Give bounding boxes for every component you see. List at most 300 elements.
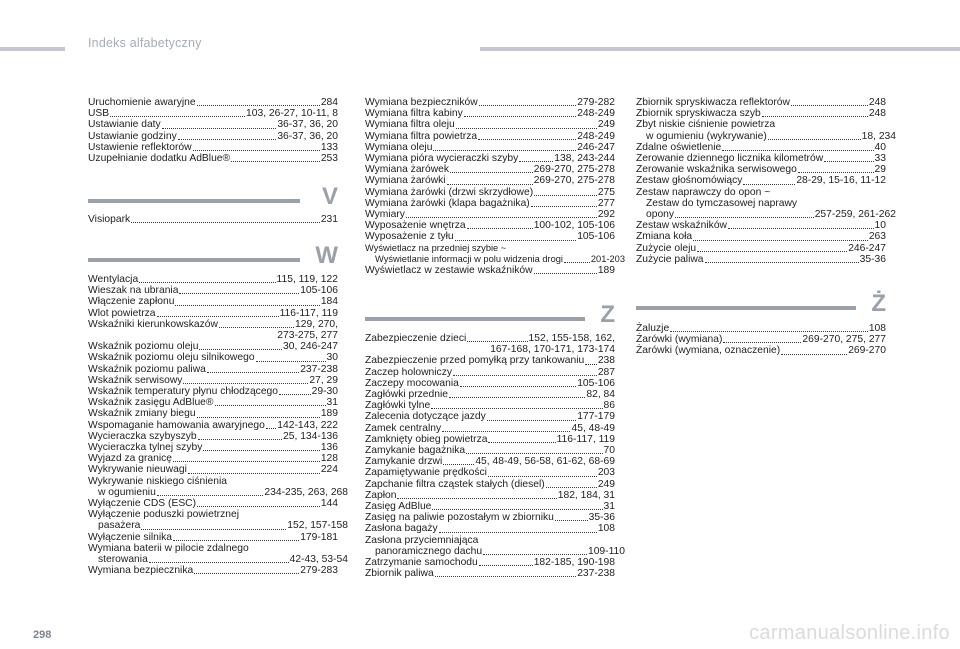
index-entry bbox=[88, 341, 338, 352]
dot-leader bbox=[199, 349, 282, 350]
entry-line bbox=[88, 319, 338, 330]
dot-leader bbox=[197, 105, 320, 106]
entry-pages: 224 bbox=[320, 464, 338, 476]
entry-pages: 29 bbox=[874, 164, 886, 176]
entry-pages: 128 bbox=[320, 453, 338, 465]
entry-label: Zamknięty obieg powietrza bbox=[365, 433, 488, 445]
dot-leader bbox=[723, 342, 801, 343]
index-entry bbox=[88, 285, 338, 296]
index-entry bbox=[88, 131, 338, 142]
dot-leader bbox=[488, 442, 555, 443]
entry-line bbox=[365, 378, 615, 389]
entry-label: Wymiana bezpieczników bbox=[365, 97, 478, 108]
entry-line bbox=[636, 334, 886, 345]
entry-pages: 177-179 bbox=[577, 411, 615, 423]
entry-pages: 201-203 bbox=[590, 253, 625, 264]
index-entry bbox=[88, 352, 338, 363]
dot-leader bbox=[256, 361, 326, 362]
index-entry bbox=[365, 479, 615, 490]
entry-label: Wymiana filtra oleju bbox=[365, 119, 455, 131]
dot-leader bbox=[219, 327, 294, 328]
dot-leader bbox=[215, 405, 326, 406]
entry-heading: Zasłona przyciemniająca bbox=[365, 534, 479, 546]
dot-leader bbox=[139, 282, 275, 283]
entry-line bbox=[365, 164, 615, 175]
dot-leader bbox=[768, 139, 861, 140]
entry-label: Wyposażenie wnętrza bbox=[365, 220, 466, 232]
entry-label: Zaczep holowniczy bbox=[365, 366, 452, 378]
index-entry bbox=[365, 411, 615, 422]
entry-label: Zestaw wskaźników bbox=[636, 220, 727, 232]
entry-pages: 29-30 bbox=[311, 386, 338, 398]
entry-line bbox=[88, 442, 338, 453]
index-entry bbox=[88, 214, 338, 225]
entry-line bbox=[365, 153, 615, 164]
dot-leader bbox=[449, 397, 585, 398]
letter-z: Z bbox=[600, 301, 615, 328]
entry-line bbox=[365, 411, 615, 422]
index-entry bbox=[88, 319, 338, 341]
entry-line bbox=[636, 164, 886, 175]
index-entry bbox=[636, 175, 886, 186]
entry-pages: 36-37, 36, 20 bbox=[277, 130, 338, 142]
entry-line bbox=[365, 456, 615, 467]
entry-line bbox=[88, 97, 338, 108]
entry-line bbox=[636, 231, 886, 242]
entry-label: Ustawianie godziny bbox=[88, 130, 177, 142]
entry-label: Wymiana żarówki bbox=[365, 175, 446, 187]
dot-leader bbox=[824, 161, 873, 162]
dot-leader bbox=[110, 116, 245, 117]
entry-line bbox=[88, 565, 338, 576]
entry-pages: 115, 119, 122 bbox=[276, 274, 338, 285]
entry-pages-continued: 273-275, 277 bbox=[277, 330, 338, 342]
entry-label: Wymiana pióra wycieraczki szyby bbox=[365, 153, 519, 165]
entry-line bbox=[636, 131, 896, 142]
entry-line bbox=[365, 108, 615, 119]
entry-label: Zamek centralny bbox=[365, 422, 442, 434]
dot-leader bbox=[439, 532, 597, 533]
index-entry bbox=[88, 375, 338, 386]
entry-label: Wlot powietrza bbox=[88, 307, 156, 319]
entry-label: Wentylacja bbox=[88, 274, 139, 285]
index-entry bbox=[636, 323, 886, 334]
index-entry bbox=[636, 220, 886, 231]
entry-label: Zestaw głośnomówiący bbox=[636, 175, 743, 187]
index-entry bbox=[365, 142, 615, 153]
entry-label: Zatrzymanie samochodu bbox=[365, 557, 478, 569]
entry-heading: Zestaw naprawczy do opon ~ bbox=[636, 186, 771, 198]
index-entry bbox=[88, 431, 338, 442]
entry-label: Wycieraczka tylnej szyby bbox=[88, 442, 203, 454]
index-entry bbox=[365, 220, 615, 231]
entry-pages: 33 bbox=[874, 153, 886, 165]
watermark: carmanualsonline.info bbox=[749, 622, 950, 644]
entry-line bbox=[365, 220, 615, 231]
index-entry bbox=[88, 296, 338, 307]
entry-pages: 152, 155-158, 162, bbox=[528, 333, 615, 344]
dot-leader bbox=[791, 105, 868, 106]
dot-leader bbox=[467, 228, 533, 229]
entry-line bbox=[365, 333, 615, 344]
section-title: Indeks alfabetyczny bbox=[88, 36, 202, 50]
dot-leader bbox=[406, 217, 597, 218]
entry-pages: 246-247 bbox=[848, 242, 886, 254]
entry-line bbox=[365, 523, 615, 534]
entry-label: Zasięg AdBlue bbox=[365, 501, 432, 513]
index-entry bbox=[365, 378, 615, 389]
entry-pages: 237-238 bbox=[300, 363, 338, 375]
entry-pages: 152, 157-158 bbox=[287, 520, 348, 532]
dot-leader bbox=[555, 520, 588, 521]
entry-pages: 31 bbox=[326, 397, 338, 409]
entry-line bbox=[365, 254, 625, 265]
dot-leader bbox=[467, 341, 527, 342]
entry-label: Zasłona bagaży bbox=[365, 523, 438, 535]
entry-line bbox=[365, 490, 615, 501]
index-entry bbox=[636, 345, 886, 356]
dot-leader bbox=[585, 364, 597, 365]
entry-line bbox=[88, 108, 338, 119]
entry-label: Zerowanie wskaźnika serwisowego bbox=[636, 164, 797, 176]
dot-leader bbox=[564, 262, 590, 263]
entry-label: Zapłon bbox=[365, 489, 397, 501]
entry-line bbox=[365, 512, 615, 523]
entry-heading: Wyświetlacz na przedniej szybie ~ bbox=[365, 242, 507, 253]
dot-leader bbox=[231, 161, 320, 162]
dot-leader bbox=[464, 116, 576, 117]
index-entry bbox=[636, 153, 886, 164]
entries-w bbox=[88, 274, 348, 577]
entry-label: Zbiornik paliwa bbox=[365, 568, 434, 580]
entries-u bbox=[88, 97, 338, 164]
index-entry bbox=[365, 333, 615, 355]
index-entry bbox=[88, 386, 338, 397]
entry-pages: 27, 29 bbox=[309, 374, 338, 386]
index-entry bbox=[365, 523, 615, 534]
index-entry bbox=[636, 243, 886, 254]
entry-heading: Wykrywanie niskiego ciśnienia bbox=[88, 475, 227, 487]
letter-heading-v bbox=[88, 183, 338, 211]
entry-line bbox=[365, 355, 615, 366]
entries-z bbox=[365, 333, 625, 580]
entry-pages: 269-270 bbox=[848, 345, 886, 357]
entry-line bbox=[88, 408, 338, 419]
index-entry bbox=[365, 97, 615, 108]
entry-label: Zużycie paliwa bbox=[636, 253, 704, 265]
entry-pages: 269-270, 275-278 bbox=[533, 175, 615, 187]
entry-label: Zaczepy mocowania bbox=[365, 377, 459, 389]
index-entry bbox=[365, 209, 615, 220]
entry-label: Zamykanie drzwi bbox=[365, 456, 443, 468]
entry-label: Wymiana bezpiecznika bbox=[88, 565, 194, 577]
entry-pages: 40 bbox=[874, 141, 886, 153]
index-entry bbox=[365, 434, 615, 445]
index-entry bbox=[88, 509, 348, 532]
entry-pages: 28-29, 15-16, 11-12 bbox=[796, 175, 886, 187]
entry-pages: 133 bbox=[320, 141, 338, 153]
index-entry bbox=[88, 498, 338, 509]
entry-line bbox=[88, 153, 338, 164]
entry-pages: 70 bbox=[603, 445, 615, 457]
index-entry bbox=[88, 274, 338, 285]
entry-label: Włączenie zapłonu bbox=[88, 296, 175, 308]
index-entry bbox=[636, 97, 886, 108]
index-entry bbox=[88, 142, 338, 153]
entry-pages: 35-36 bbox=[859, 253, 886, 265]
entry-line bbox=[88, 386, 338, 397]
entry-line bbox=[365, 209, 615, 220]
entry-line bbox=[365, 445, 615, 456]
index-entry bbox=[636, 334, 886, 345]
entry-pages: 182-185, 190-198 bbox=[533, 557, 615, 569]
entry-label: USB bbox=[88, 108, 110, 120]
index-entry bbox=[88, 364, 338, 375]
entry-pages: 18, 234 bbox=[861, 130, 896, 142]
entry-pages: 275 bbox=[597, 186, 615, 198]
header-rule-right bbox=[480, 47, 960, 51]
entry-line bbox=[88, 364, 338, 375]
dot-leader bbox=[131, 222, 320, 223]
entry-pages: 136 bbox=[320, 442, 338, 454]
entry-label: Wskaźnik serwisowy bbox=[88, 374, 183, 386]
entries-zz bbox=[636, 323, 886, 357]
entry-label: opony bbox=[646, 209, 675, 221]
entry-pages: 249 bbox=[597, 119, 615, 131]
index-entry bbox=[88, 397, 338, 408]
entry-pages: 246-247 bbox=[577, 141, 615, 153]
entry-label: Wskaźniki kierunkowskazów bbox=[88, 318, 218, 330]
entry-line bbox=[88, 487, 348, 498]
entry-line bbox=[365, 119, 615, 130]
entry-line bbox=[88, 352, 338, 363]
entry-label: Zasięg na paliwie pozostałym w zbiorniku bbox=[365, 512, 554, 524]
entry-line bbox=[88, 296, 338, 307]
entry-line bbox=[88, 308, 338, 319]
entry-line bbox=[88, 498, 338, 509]
dot-leader bbox=[531, 206, 597, 207]
entry-label: Żarówki (wymiana) bbox=[636, 334, 723, 346]
entry-pages: 116-117, 119 bbox=[556, 433, 615, 445]
dot-leader bbox=[179, 293, 299, 294]
index-entry bbox=[88, 442, 338, 453]
entry-line bbox=[365, 265, 615, 276]
dot-leader bbox=[705, 262, 859, 263]
entry-pages: 287 bbox=[597, 366, 615, 378]
entry-pages: 108 bbox=[597, 523, 615, 535]
dot-leader bbox=[534, 195, 597, 196]
letter-zz: Ż bbox=[871, 290, 886, 317]
entry-pages: 257-259, 261-262 bbox=[814, 209, 896, 221]
entry-pages: 10 bbox=[874, 220, 886, 232]
index-entry bbox=[88, 97, 338, 108]
dot-leader bbox=[207, 372, 299, 373]
entry-label: Ustawianie daty bbox=[88, 119, 161, 131]
index-entry bbox=[365, 445, 615, 456]
entry-label: Wskaźnik zasięgu AdBlue® bbox=[88, 397, 214, 409]
index-entry bbox=[88, 119, 338, 130]
dot-leader bbox=[762, 116, 868, 117]
dot-leader bbox=[443, 464, 474, 465]
entry-pages: 45, 48-49, 56-58, 61-62, 68-69 bbox=[475, 456, 615, 468]
entry-pages: 45, 48-49 bbox=[571, 422, 615, 434]
entry-line bbox=[88, 131, 338, 142]
entry-label: Zdalne oświetlenie bbox=[636, 141, 722, 153]
entry-line bbox=[88, 464, 338, 475]
entry-pages: 269-270, 275, 277 bbox=[802, 334, 886, 346]
dot-leader bbox=[157, 316, 279, 317]
index-entry bbox=[365, 231, 615, 242]
entry-label: Wymiana oleju bbox=[365, 141, 433, 153]
index-entry bbox=[636, 108, 886, 119]
index-entry bbox=[365, 355, 615, 366]
index-entry bbox=[365, 456, 615, 467]
index-entry bbox=[88, 420, 338, 431]
entry-pages: 234-235, 263, 268 bbox=[264, 486, 348, 498]
dot-leader bbox=[450, 172, 533, 173]
dot-leader bbox=[197, 417, 320, 418]
entry-label: Zużycie oleju bbox=[636, 242, 697, 254]
dot-leader bbox=[173, 540, 299, 541]
letter-heading-zz bbox=[636, 290, 886, 318]
entry-line bbox=[365, 367, 615, 378]
entry-pages: 82, 84 bbox=[586, 389, 615, 401]
index-entry bbox=[365, 367, 615, 378]
entry-pages: 138, 243-244 bbox=[554, 153, 615, 165]
dot-leader bbox=[442, 431, 570, 432]
entry-pages: 116-117, 119 bbox=[279, 307, 338, 319]
entry-line bbox=[365, 175, 615, 186]
entry-line bbox=[636, 142, 886, 153]
index-entry bbox=[88, 308, 338, 319]
index-entry bbox=[365, 467, 615, 478]
dot-leader bbox=[546, 487, 597, 488]
entries-v bbox=[88, 214, 338, 225]
index-entry bbox=[88, 408, 338, 419]
index-entry bbox=[365, 490, 615, 501]
letter-w: W bbox=[315, 242, 338, 269]
entry-line bbox=[88, 142, 338, 153]
entry-pages: 142-143, 222 bbox=[277, 419, 338, 431]
entry-line bbox=[88, 119, 338, 130]
entries-z-cont bbox=[636, 97, 896, 265]
index-entry bbox=[365, 557, 615, 568]
entry-heading: Wymiana baterii w pilocie zdalnego bbox=[88, 542, 249, 554]
entry-label: Wskaźnik poziomu oleju bbox=[88, 341, 199, 353]
letter-rule bbox=[88, 199, 300, 203]
entry-line bbox=[636, 345, 886, 356]
dot-leader bbox=[162, 128, 277, 129]
entry-pages: 203 bbox=[597, 467, 615, 479]
entry-label: Zabezpieczenie przed pomyłką przy tankowaniu bbox=[365, 355, 585, 367]
entry-pages: 100-102, 105-106 bbox=[533, 220, 615, 232]
entry-line bbox=[365, 434, 615, 445]
entry-pages: 184 bbox=[320, 296, 338, 308]
entry-pages: 103, 26-27, 10-11, 8 bbox=[246, 108, 338, 120]
index-entry bbox=[365, 153, 615, 164]
index-entry bbox=[365, 501, 615, 512]
entry-pages: 182, 184, 31 bbox=[557, 489, 615, 501]
dot-leader bbox=[670, 331, 868, 332]
dot-leader bbox=[175, 305, 319, 306]
entry-pages: 42-43, 53-54 bbox=[289, 554, 348, 566]
entry-label: Wskaźnik poziomu paliwa bbox=[88, 363, 206, 375]
index-entry bbox=[636, 164, 886, 175]
dot-leader bbox=[466, 453, 602, 454]
entry-pages: 249 bbox=[597, 478, 615, 490]
entry-label: panoramicznego dachu bbox=[375, 545, 483, 557]
index-entry bbox=[365, 198, 615, 209]
letter-v: V bbox=[321, 183, 338, 210]
entry-pages: 189 bbox=[597, 265, 615, 277]
entry-label: Zamykanie bagażnika bbox=[365, 445, 466, 457]
dot-leader bbox=[266, 428, 276, 429]
entry-label: Wymiana żarówek bbox=[365, 164, 450, 176]
entry-line bbox=[636, 243, 886, 254]
entry-label: sterowania bbox=[98, 554, 148, 566]
entry-label: Wskaźnik temperatury płynu chłodzącego bbox=[88, 386, 279, 398]
dot-leader bbox=[488, 476, 597, 477]
entry-pages: 108 bbox=[868, 323, 886, 334]
dot-leader bbox=[203, 450, 319, 451]
entry-label: Uruchomienie awaryjne bbox=[88, 97, 196, 108]
entry-line bbox=[365, 131, 615, 142]
entry-label: w ogumieniu (wykrywanie) bbox=[646, 130, 767, 142]
index-entry bbox=[365, 119, 615, 130]
letter-rule bbox=[636, 306, 856, 310]
entry-line bbox=[88, 375, 338, 386]
entry-pages: 35-36 bbox=[588, 512, 615, 524]
entry-label: Wyposażenie z tyłu bbox=[365, 231, 454, 243]
dot-leader bbox=[456, 128, 597, 129]
index-entry bbox=[365, 265, 615, 276]
index-entry bbox=[636, 254, 886, 265]
entry-pages: 248 bbox=[868, 97, 886, 108]
dot-leader bbox=[157, 495, 264, 496]
index-entry bbox=[365, 512, 615, 523]
entry-pages: 36-37, 36, 20 bbox=[277, 119, 338, 131]
entry-label: Zagłówki tylne bbox=[365, 400, 431, 412]
entry-line bbox=[636, 323, 886, 334]
header-rule-left bbox=[0, 47, 65, 51]
entry-line bbox=[88, 532, 338, 543]
entry-pages: 105-106 bbox=[577, 377, 615, 389]
dot-leader bbox=[149, 562, 289, 563]
dot-leader bbox=[460, 386, 576, 387]
entry-label: Wyjazd za granicę bbox=[88, 453, 173, 465]
entry-pages: 279-283 bbox=[300, 565, 338, 577]
entry-pages: 129, 270, bbox=[295, 318, 338, 330]
entry-pages: 25, 134-136 bbox=[283, 430, 338, 442]
entry-label: Wyświetlacz w zestawie wskaźników bbox=[365, 265, 533, 277]
entry-label: w ogumieniu bbox=[98, 486, 156, 498]
index-entry bbox=[88, 453, 338, 464]
entry-label: Wymiana żarówki (klapa bagażnika) bbox=[365, 197, 530, 209]
entry-label: Zbiornik spryskiwacza szyb bbox=[636, 108, 761, 120]
entry-line bbox=[636, 108, 886, 119]
entry-pages: 263 bbox=[868, 231, 886, 243]
dot-leader bbox=[781, 354, 847, 355]
entry-label: pasażera bbox=[98, 520, 141, 532]
index-entry bbox=[365, 175, 615, 186]
dot-leader bbox=[183, 383, 308, 384]
dot-leader bbox=[197, 506, 320, 507]
index-entry bbox=[88, 565, 338, 576]
entry-label: Zmiana koła bbox=[636, 231, 693, 243]
dot-leader bbox=[728, 228, 874, 229]
entry-line bbox=[636, 220, 886, 231]
dot-leader bbox=[455, 240, 577, 241]
